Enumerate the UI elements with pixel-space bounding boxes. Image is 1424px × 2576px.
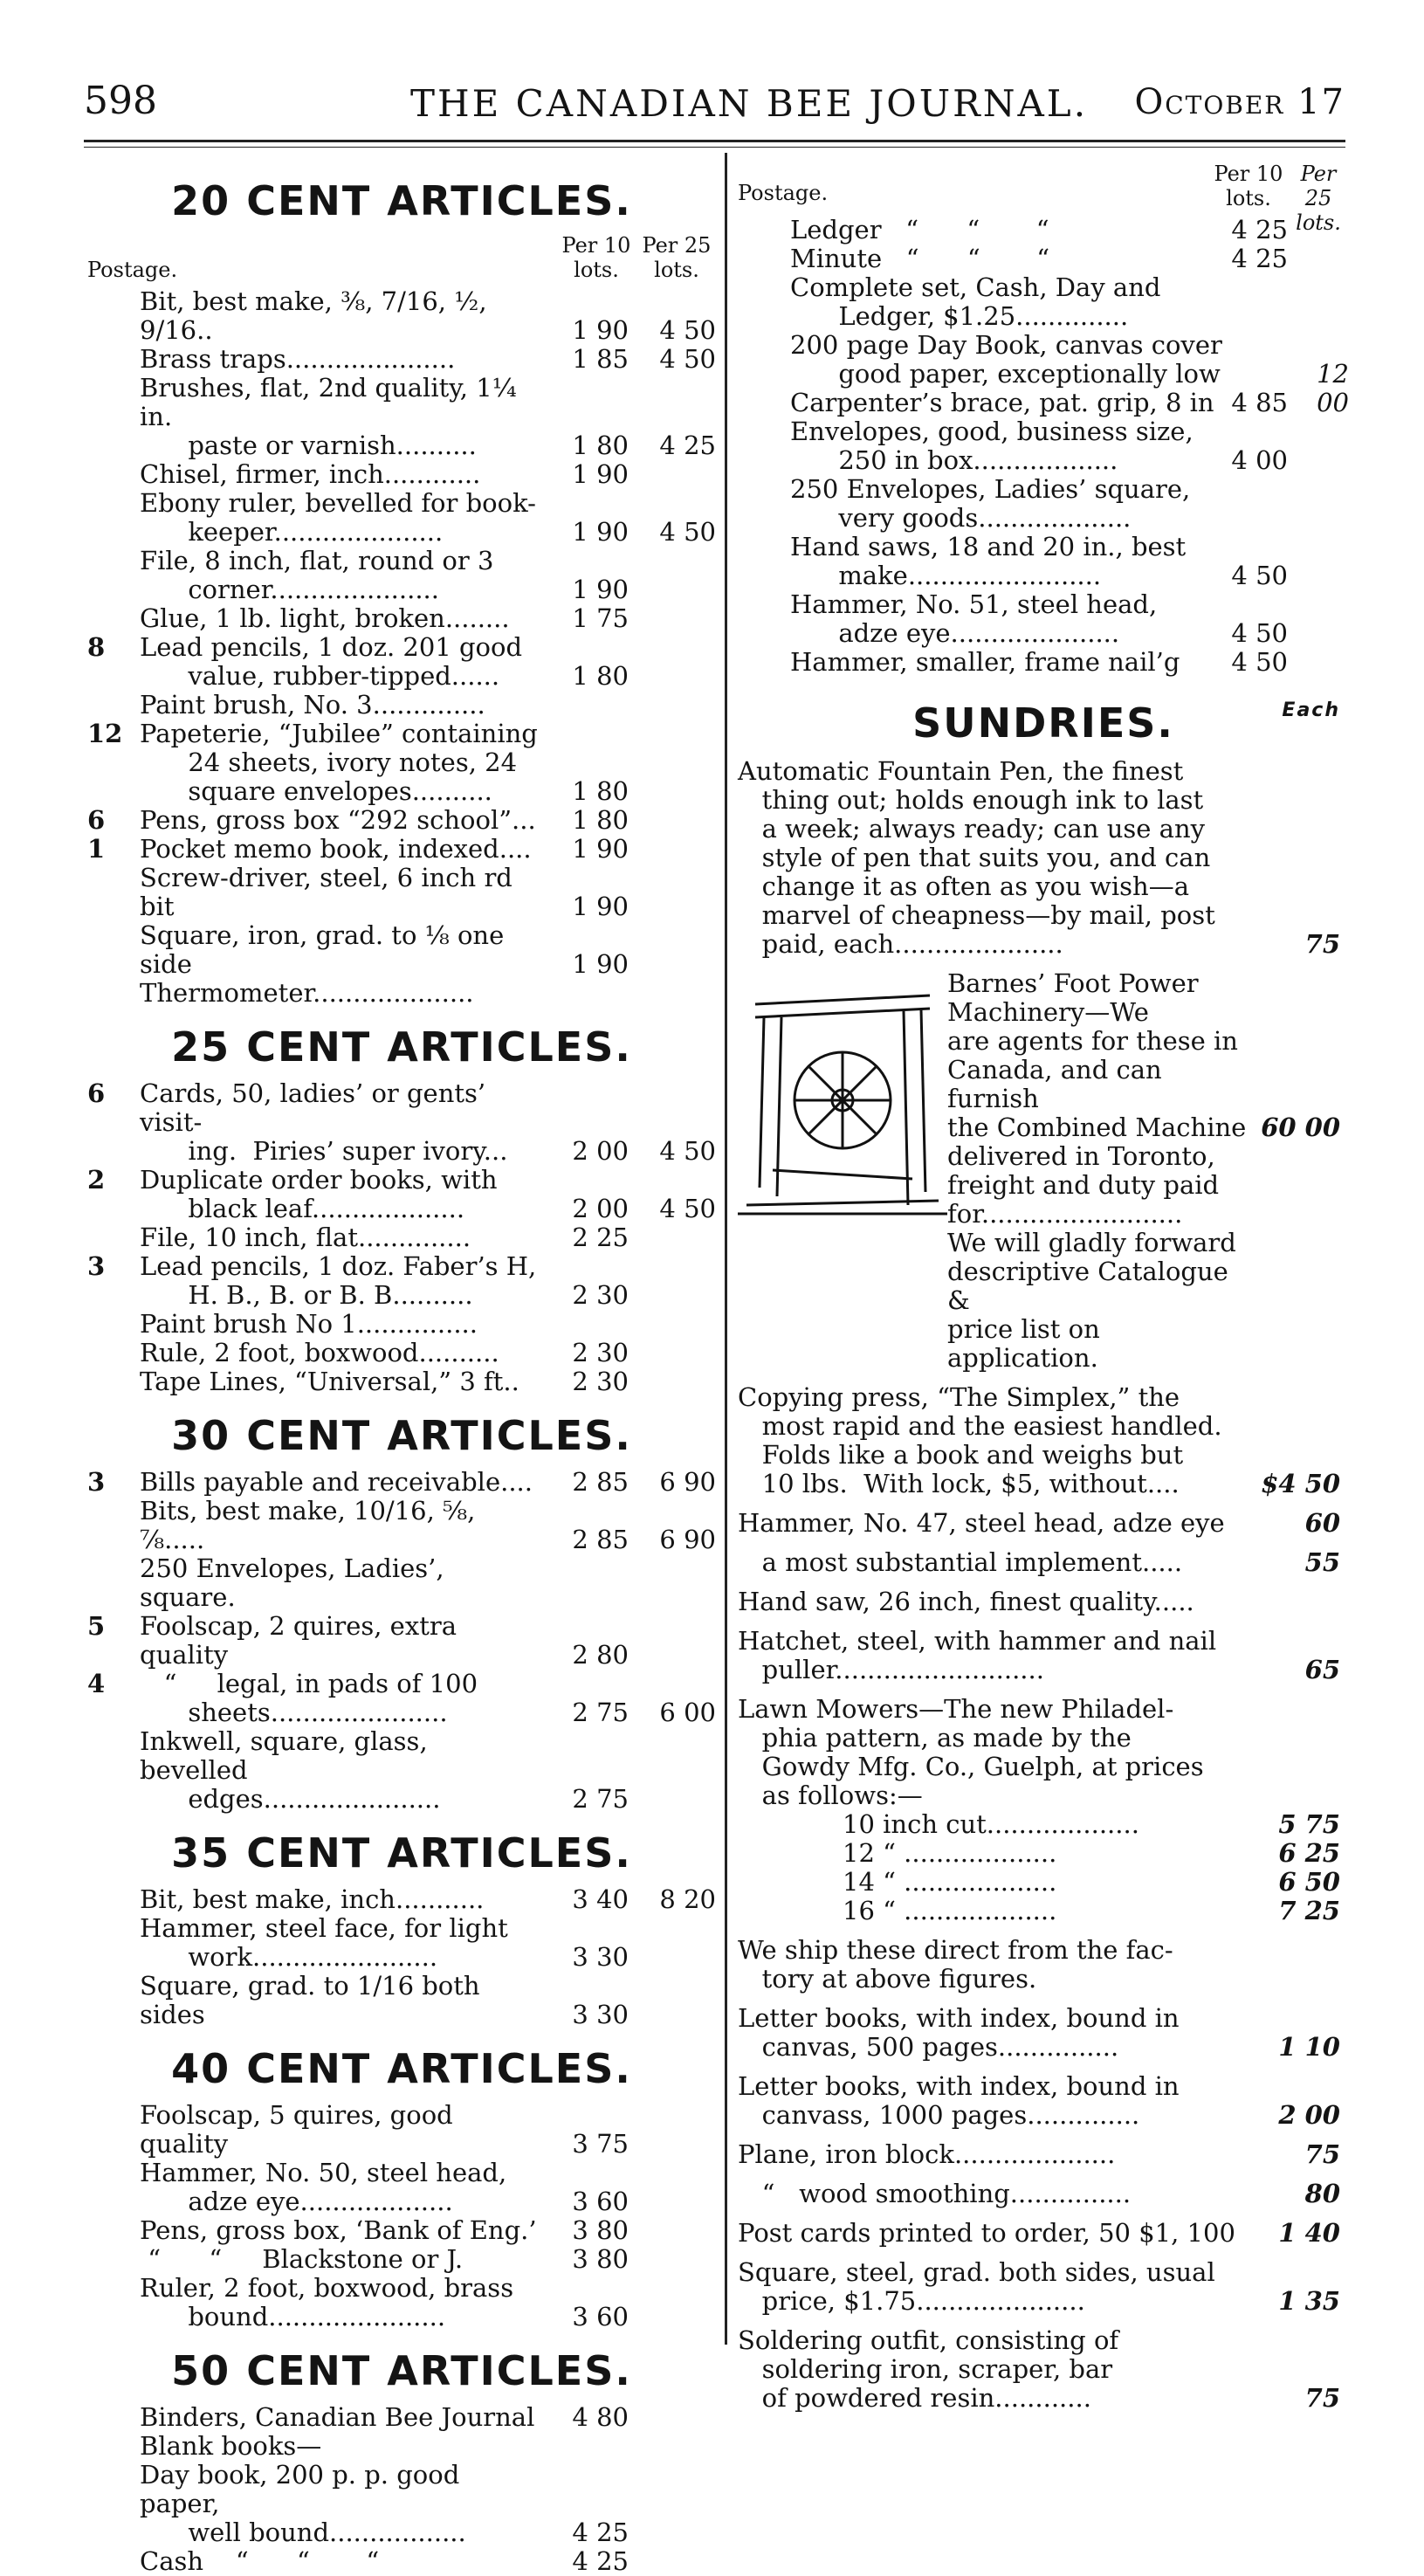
article-row	[738, 475, 1349, 533]
price-per10: 4 25	[572, 2517, 629, 2547]
price-per10: 2 25	[572, 1223, 629, 1252]
article-row	[87, 1914, 716, 1972]
postage-value: 8	[87, 632, 106, 662]
sundry-row	[738, 2180, 1349, 2208]
each-label: Each	[1282, 699, 1340, 721]
sundry-row	[738, 1627, 1349, 1684]
sundry-description: We ship these direct from the fac- tory at above figures.	[738, 1935, 1173, 1994]
article-description: Glue, 1 lb. light, broken........	[140, 603, 510, 633]
article-description: Hammer, No. 51, steel head, adze eye.....................	[790, 589, 1158, 648]
price-per10: 1 90	[572, 517, 629, 547]
mower-row	[738, 1839, 1349, 1868]
sundry-price: 60	[1304, 1508, 1340, 1538]
postage-value: 6	[87, 1078, 106, 1108]
article-description: File, 10 inch, flat..............	[140, 1223, 471, 1252]
article-row	[87, 345, 716, 374]
section-title: 25 CENT ARTICLES.	[171, 1023, 632, 1071]
sundry-row	[738, 1509, 1349, 1538]
price-per10: 3 40	[572, 1884, 629, 1914]
article-description: Ebony ruler, bevelled for book- keeper.....................	[140, 488, 536, 547]
price-per10: 3 30	[572, 2000, 629, 2029]
sundry-row	[738, 2258, 1349, 2316]
article-description: Complete set, Cash, Day and Ledger, $1.25..............	[790, 272, 1161, 331]
price-per10: 3 60	[572, 2302, 629, 2331]
sundry-description: Plane, iron block....................	[738, 2139, 1116, 2169]
right-column	[738, 162, 1349, 2413]
postage-value: 6	[87, 805, 106, 835]
article-description: Binders, Canadian Bee Journal	[140, 2402, 535, 2432]
price-per10: 2 30	[572, 1338, 629, 1367]
sundry-description: Automatic Fountain Pen, the finest thing out; holds enough ink to last a week; always ready; can use any style of pen that suits you, and can change it as often as you wish—a marvel of cheapness—by mail, post paid, each.....................	[738, 756, 1215, 959]
article-row	[87, 835, 716, 864]
postage-value: 3	[87, 1467, 106, 1497]
article-description: Square, iron, grad. to ⅛ one side	[140, 920, 513, 979]
article-description: Minute “ “ “	[790, 244, 1050, 273]
postage-value: 12	[87, 719, 123, 748]
journal-title: THE CANADIAN BEE JOURNAL.	[410, 82, 1089, 125]
issue-date: October 17	[1134, 82, 1345, 122]
price-per10: 4 00	[1231, 445, 1288, 475]
sundry-description: Hammer, No. 47, steel head, adze eye	[738, 1508, 1225, 1538]
header-rule-thin	[84, 147, 1345, 148]
article-description: Day book, 200 p. p. good paper, well bound.................	[140, 2460, 466, 2547]
postage-value: 4	[87, 1669, 106, 1698]
article-row	[87, 921, 716, 979]
per10-header: Per 10 lots.	[1214, 162, 1283, 210]
article-description: Pens, gross box, ‘Bank of Eng.’	[140, 2215, 537, 2245]
article-description: Papeterie, “Jubilee” containing 24 sheets, ivory notes, 24 square envelopes..........	[140, 719, 538, 806]
article-description: 250 Envelopes, Ladies’, square.	[140, 1553, 452, 1612]
sundry-price: 75	[1304, 2139, 1340, 2169]
article-description: Ruler, 2 foot, boxwood, brass bound......................	[140, 2273, 514, 2331]
price-per10: 1 90	[572, 892, 629, 921]
price-per10: 3 30	[572, 1942, 629, 1972]
mower-price: 6 50	[1278, 1867, 1340, 1897]
sundry-description: a most substantial implement.....	[738, 1547, 1183, 1577]
sundries-title: SUNDRIES. Each	[912, 699, 1340, 747]
article-row	[87, 2245, 716, 2274]
article-description: File, 8 inch, flat, round or 3 corner.....................	[140, 546, 494, 604]
article-row	[87, 1497, 716, 1554]
price-per10: 1 80	[572, 430, 629, 460]
article-description: Cards, 50, ladies’ or gents’ visit- ing. Piries’ super ivory...	[140, 1078, 508, 1166]
sundry-description: Post cards printed to order, 50 $1, 100	[738, 2218, 1235, 2248]
article-row	[87, 979, 716, 1008]
price-per10: 1 90	[572, 459, 629, 489]
sundry-description: Copying press, “The Simplex,” the most rapid and the easiest handled. Folds like a book and weighs but 10 lbs. With lock, $5, without....	[738, 1382, 1222, 1498]
price-per25: 12 00	[1317, 359, 1349, 417]
article-row	[87, 1885, 716, 1914]
article-row	[87, 374, 716, 460]
article-row	[87, 1339, 716, 1367]
article-row	[738, 533, 1349, 590]
price-per10: 3 80	[572, 2215, 629, 2245]
article-description: Tape Lines, “Universal,” 3 ft..	[140, 1367, 519, 1396]
article-row	[87, 633, 716, 691]
price-per10: 1 90	[572, 949, 629, 979]
price-per10: 2 00	[572, 1194, 629, 1223]
article-row	[87, 1223, 716, 1252]
sundry-row	[738, 1383, 1349, 1498]
article-row	[87, 806, 716, 835]
article-description: Rule, 2 foot, boxwood..........	[140, 1338, 499, 1367]
mower-size: 12 “ ...................	[843, 1838, 1057, 1868]
mower-size: 10 inch cut...................	[843, 1809, 1139, 1839]
header-rule	[84, 140, 1345, 142]
article-row	[87, 1252, 716, 1310]
price-per10: 1 80	[572, 661, 629, 691]
article-description: Thermometer....................	[140, 978, 474, 1008]
mower-row	[738, 1810, 1349, 1839]
column-divider	[725, 153, 727, 2345]
sundry-row	[738, 1588, 1349, 1616]
article-row	[738, 648, 1349, 677]
article-row	[87, 1468, 716, 1497]
article-description: Cash “ “ “	[140, 2546, 380, 2576]
sundry-description: Hatchet, steel, with hammer and nail puller..........................	[738, 1626, 1217, 1684]
article-row	[87, 1670, 716, 1727]
article-row	[87, 2159, 716, 2216]
article-row	[87, 547, 716, 604]
article-description: Bills payable and receivable....	[140, 1467, 533, 1497]
price-per25: 8 20	[659, 1884, 716, 1914]
postage-value: 5	[87, 1611, 106, 1641]
article-description: Bits, best make, 10/16, ⅝, ⅞.....	[140, 1496, 484, 1554]
price-per10: 2 80	[572, 1640, 629, 1670]
article-row	[87, 691, 716, 720]
section-title: 40 CENT ARTICLES.	[171, 2045, 632, 2092]
article-row	[87, 720, 716, 806]
per25-header: Per 25 lots.	[642, 233, 712, 282]
price-per10: 4 25	[1231, 215, 1288, 245]
sundry-description: Lawn Mowers—The new Philadel- phia pattern, as made by the Gowdy Mfg. Co., Guelph, at prices as follows:—	[738, 1694, 1204, 1810]
section-title: 20 CENT ARTICLES.	[171, 177, 632, 224]
postage-value: 2	[87, 1165, 106, 1195]
article-description: “ “ Blackstone or J.	[140, 2244, 464, 2274]
article-description: Chisel, firmer, inch............	[140, 459, 481, 489]
sundry-price: 1 10	[1278, 2032, 1340, 2062]
article-row	[738, 273, 1349, 331]
price-per10: 4 85	[1231, 388, 1288, 417]
sundry-price: 55	[1304, 1547, 1340, 1577]
article-row	[87, 489, 716, 547]
price-per10: 3 80	[572, 2244, 629, 2274]
article-row	[87, 2274, 716, 2331]
article-description: Brass traps.....................	[140, 344, 456, 374]
price-per10: 1 80	[572, 776, 629, 806]
price-per10: 4 25	[572, 2546, 629, 2576]
article-row	[87, 2432, 716, 2461]
sundry-row	[738, 2072, 1349, 2130]
sundry-description: “ wood smoothing...............	[738, 2179, 1132, 2208]
price-per10: 1 90	[572, 834, 629, 864]
mower-size: 16 “ ...................	[843, 1896, 1057, 1925]
article-description: Pens, gross box “292 school”...	[140, 805, 536, 835]
article-description: Hammer, steel face, for light work.......................	[140, 1913, 508, 1972]
foot-power-machine-illustration	[738, 969, 947, 1223]
column-header	[87, 233, 716, 287]
article-description: Bit, best make, inch...........	[140, 1884, 485, 1914]
price-per10: 2 30	[572, 1367, 629, 1396]
article-description: Foolscap, 5 quires, good quality	[140, 2100, 461, 2159]
price-per25: 4 50	[659, 344, 716, 374]
price-per10: 2 30	[572, 1280, 629, 1310]
sundry-price: 65	[1304, 1655, 1340, 1684]
article-row	[87, 2547, 716, 2576]
sundry-row	[738, 2140, 1349, 2169]
price-per10: 4 50	[1231, 647, 1288, 677]
price-per10: 2 00	[572, 1136, 629, 1166]
sundry-description: Hand saw, 26 inch, finest quality.....	[738, 1587, 1194, 1616]
sundry-row	[738, 757, 1349, 959]
price-per25: 6 00	[659, 1698, 716, 1727]
postage-header: Postage.	[87, 258, 178, 282]
price-per10: 1 75	[572, 603, 629, 633]
sundry-price: 1 40	[1278, 2218, 1340, 2248]
article-description: Hammer, No. 50, steel head, adze eye...................	[140, 2158, 507, 2216]
article-row	[738, 590, 1349, 648]
article-row	[87, 864, 716, 921]
article-row	[87, 1367, 716, 1396]
article-description: Pocket memo book, indexed....	[140, 834, 532, 864]
postage-header: Postage.	[738, 181, 829, 205]
price-per10: 3 75	[572, 2129, 629, 2159]
article-description: Paint brush No 1...............	[140, 1309, 478, 1339]
sundry-price: 75	[1304, 929, 1340, 959]
article-description: Inkwell, square, glass, bevelled edges......................	[140, 1726, 441, 1814]
mower-price: 7 25	[1278, 1896, 1340, 1925]
machinery-block	[738, 969, 1349, 1373]
article-description: Envelopes, good, business size, 250 in box..................	[790, 417, 1194, 475]
per10-header: Per 10 lots.	[561, 233, 631, 282]
article-description: Lead pencils, 1 doz. 201 good value, rubber-tipped......	[140, 632, 523, 691]
mower-price: 5 75	[1278, 1809, 1340, 1839]
sundry-row	[738, 2004, 1349, 2062]
article-row	[87, 604, 716, 633]
postage-value: 1	[87, 834, 106, 864]
sundry-row	[738, 1936, 1349, 1994]
article-row	[738, 245, 1349, 273]
article-description: Ledger “ “ “	[790, 215, 1049, 245]
price-per10: 4 25	[1231, 244, 1288, 273]
article-row	[87, 460, 716, 489]
article-description: 250 Envelopes, Ladies’ square, very goods...................	[790, 474, 1191, 533]
price-per10: 2 85	[572, 1525, 629, 1554]
price-per10: 2 85	[572, 1467, 629, 1497]
article-row	[87, 1310, 716, 1339]
sundry-row	[738, 1695, 1349, 1810]
article-description: Paint brush, No. 3..............	[140, 690, 485, 720]
mower-row	[738, 1868, 1349, 1897]
article-description: Square, grad. to 1/16 both sides	[140, 1971, 488, 2029]
sundry-description: Letter books, with index, bound in canvas, 500 pages...............	[738, 2003, 1180, 2062]
price-per25: 4 50	[659, 1136, 716, 1166]
price-per10: 2 75	[572, 1698, 629, 1727]
price-per25: 4 50	[659, 315, 716, 345]
article-description: Lead pencils, 1 doz. Faber’s H, H. B., B. or B. B..........	[140, 1251, 537, 1310]
article-row	[87, 2101, 716, 2159]
article-row	[738, 331, 1349, 389]
article-row	[738, 216, 1349, 245]
mower-size: 14 “ ...................	[843, 1867, 1057, 1897]
article-row	[87, 2403, 716, 2432]
article-description: Foolscap, 2 quires, extra quality	[140, 1611, 465, 1670]
article-description: Brushes, flat, 2nd quality, 1¼ in. paste or varnish..........	[140, 373, 517, 460]
article-description: Hammer, smaller, frame nail’g	[790, 647, 1180, 677]
price-per25: 4 25	[659, 430, 716, 460]
sundry-price: 2 00	[1278, 2100, 1340, 2130]
price-per10: 1 80	[572, 805, 629, 835]
article-description: “ legal, in pads of 100 sheets......................	[163, 1669, 478, 1727]
article-description: Blank books—	[140, 2431, 322, 2461]
section-title: 35 CENT ARTICLES.	[171, 1829, 632, 1877]
left-column	[87, 162, 716, 2576]
price-per10: 4 50	[1231, 561, 1288, 590]
sundry-row	[738, 2219, 1349, 2248]
article-row	[87, 1972, 716, 2029]
per25-header: Per 25 lots.	[1296, 162, 1341, 235]
sundry-description: Square, steel, grad. both sides, usual price, $1.75.....................	[738, 2257, 1215, 2316]
article-description: Carpenter’s brace, pat. grip, 8 in	[790, 388, 1214, 417]
price-per25: 6 90	[659, 1525, 716, 1554]
mower-price: 6 25	[1278, 1838, 1340, 1868]
price-per25: 4 50	[659, 517, 716, 547]
article-row	[87, 1612, 716, 1670]
article-row	[87, 2461, 716, 2547]
price-per10: 3 60	[572, 2187, 629, 2216]
price-per10: 1 85	[572, 344, 629, 374]
price-per10: 1 90	[572, 315, 629, 345]
section-title: 30 CENT ARTICLES.	[171, 1412, 632, 1459]
article-description: Bit, best make, ⅜, 7/16, ½, 9/16..	[140, 286, 495, 345]
article-row	[87, 287, 716, 345]
article-description: 200 page Day Book, canvas cover good paper, exceptionally low	[790, 330, 1222, 389]
postage-value: 3	[87, 1251, 106, 1281]
page-number: 598	[84, 79, 157, 123]
article-row	[87, 1166, 716, 1223]
sundry-price: 1 35	[1278, 2286, 1340, 2316]
price-per10: 2 75	[572, 1784, 629, 1814]
sundry-price: 75	[1304, 2383, 1340, 2413]
sundry-row	[738, 1548, 1349, 1577]
mower-row	[738, 1897, 1349, 1925]
page-header	[0, 0, 1424, 148]
article-row	[87, 1079, 716, 1166]
price-per25: 4 50	[659, 1194, 716, 1223]
article-row	[87, 1727, 716, 1814]
sundry-price: 80	[1304, 2179, 1340, 2208]
article-row	[87, 2216, 716, 2245]
machinery-text: Barnes’ Foot Power Machinery—We are agents for these in Canada, and can furnish the Combined Machine delivered in Toronto, freight and duty paid for......................... We will gladly forward descriptive Catalogue & price list on application. 60 00	[947, 968, 1340, 1373]
price-per10: 4 80	[572, 2402, 629, 2432]
article-row	[87, 1554, 716, 1612]
price-per10: 4 50	[1231, 618, 1288, 648]
article-description: Screw-driver, steel, 6 inch rd bit	[140, 863, 521, 921]
machinery-price: 60 00	[1261, 1112, 1340, 1142]
price-per25: 6 90	[659, 1467, 716, 1497]
article-description: Hand saws, 18 and 20 in., best make........................	[790, 532, 1187, 590]
sundry-description: Letter books, with index, bound in canvass, 1000 pages..............	[738, 2071, 1180, 2130]
article-row	[738, 417, 1349, 475]
section-title: 50 CENT ARTICLES.	[171, 2347, 632, 2394]
article-description: Duplicate order books, with black leaf...................	[140, 1165, 498, 1223]
sundry-description: Soldering outfit, consisting of soldering iron, scraper, bar of powdered resin............	[738, 2325, 1119, 2413]
price-per10: 1 90	[572, 575, 629, 604]
sundry-price: $4 50	[1261, 1469, 1340, 1498]
